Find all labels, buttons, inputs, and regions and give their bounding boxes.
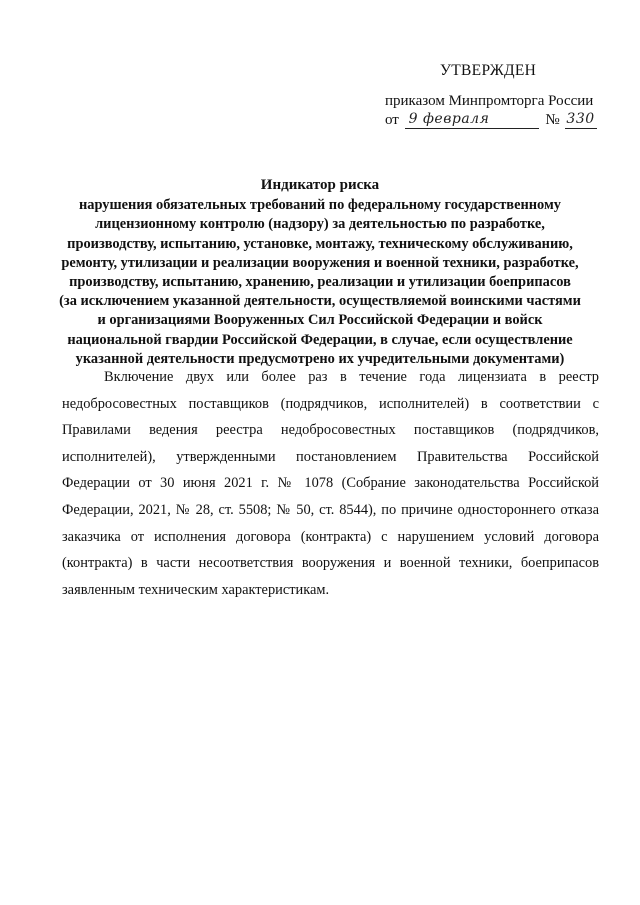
approval-stamp-title: УТВЕРЖДЕН — [440, 62, 537, 79]
title-line: и организациями Вооруженных Сил Российской Федерации и войск — [97, 312, 543, 329]
body-paragraph: Включение двух или более раз в течение года лицензиата в реестр недобросовестных поставщиков (подрядчиков, исполнителей) в соответствии с Правилами ведения реестра недобросовестных поставщиков (подрядчиков, исполнителей), утвержденными постановлением Правительства Российской Федерации от 30 июня 2021 г. № 1078 (Собрание законодательства Российской Федерации, 2021, № 28, ст. 5508; № 50, ст. 8544), по причине одностороннего отказа заказчика от исполнения договора (контракта) с нарушением условий договора (контракта) в части несоответствия вооружения и военной техники, боеприпасов заявленным техническим характеристикам. — [62, 369, 599, 598]
title-line: национальной гвардии Российской Федерации, в случае, если осуществление — [67, 331, 573, 348]
title-line: производству, испытанию, установке, монтажу, техническому обслуживанию, — [67, 235, 573, 252]
number-fill-field — [565, 111, 597, 129]
date-prefix: от — [385, 112, 399, 128]
document-title — [56, 176, 584, 369]
title-line: указанной деятельности предусмотрено их учредительными документами) — [75, 350, 565, 367]
number-prefix: № — [545, 112, 560, 128]
title-line: ремонту, утилизации и реализации вооружения и военной техники, разработке, — [61, 254, 579, 271]
order-reference: приказом Минпромторга России — [385, 93, 594, 109]
order-date-line — [385, 111, 597, 131]
title-heading: Индикатор риска — [260, 177, 380, 193]
title-line: производству, испытанию, хранению, реализации и утилизации боеприпасов — [69, 274, 571, 291]
handwritten-date: 9 февраля — [408, 111, 490, 127]
title-line: нарушения обязательных требований по федеральному государственному — [79, 197, 561, 214]
title-line: (за исключением указанной деятельности, осуществляемой воинскими частями — [59, 293, 581, 310]
date-fill-field — [405, 111, 539, 129]
handwritten-number: 330 — [566, 111, 595, 127]
title-line: лицензионному контролю (надзору) за деятельностью по разработке, — [95, 216, 545, 233]
